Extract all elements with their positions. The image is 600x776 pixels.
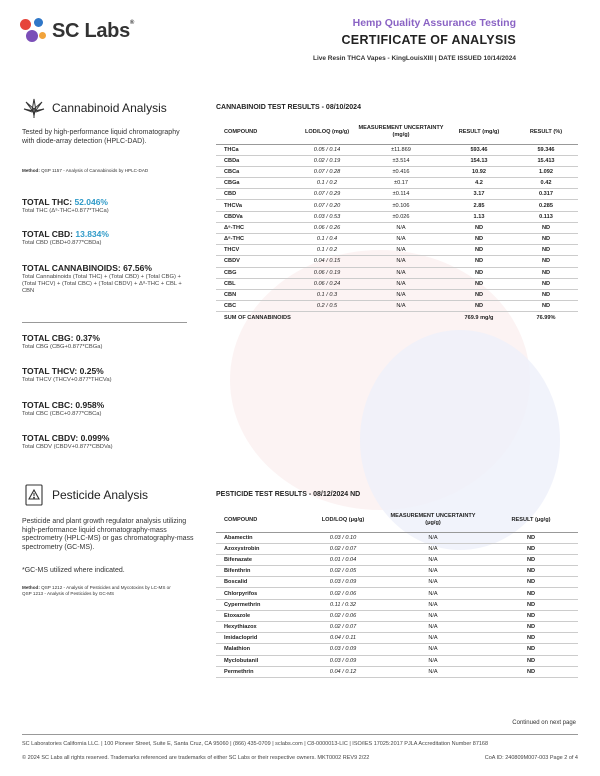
table-row — [216, 655, 578, 666]
table-cell: ND — [444, 301, 514, 312]
cannabinoid-section-header — [22, 97, 167, 119]
continued-note: Continued on next page — [512, 720, 576, 726]
pesticide-method: Method: QSP 1212 - Analysis of Pesticides and Mycotoxins by LC-MS or QSP 1213 - Analysis of Pesticides by GC-MS — [22, 585, 171, 596]
compound-cell: CBN — [216, 289, 296, 300]
compound-cell: THCVa — [216, 200, 296, 211]
table-cell: ND — [484, 577, 578, 588]
divider — [22, 322, 187, 323]
compound-cell: Imidacloprid — [216, 633, 304, 644]
total-cbdv: TOTAL CBDV: 0.099% Total CBDV (CBDV+0.877*CBDVa) — [22, 433, 113, 450]
table-row — [216, 278, 578, 289]
table-cell: N/A — [358, 278, 444, 289]
table-cell: 0.05 / 0.14 — [296, 144, 358, 155]
table-row — [216, 532, 578, 543]
table-row — [216, 256, 578, 267]
table-cell: 0.02 / 0.07 — [304, 543, 382, 554]
table-row — [216, 577, 578, 588]
table-cell: ND — [484, 644, 578, 655]
compound-cell: Bifenthrin — [216, 566, 304, 577]
cannabinoid-table-title: CANNABINOID TEST RESULTS - 08/10/2024 — [216, 104, 361, 111]
pesticide-table-title: PESTICIDE TEST RESULTS - 08/12/2024 ND — [216, 491, 361, 498]
compound-cell: CBGa — [216, 178, 296, 189]
table-cell: ND — [514, 234, 578, 245]
table-cell: ND — [484, 554, 578, 565]
col-header: RESULT (μg/g) — [484, 508, 578, 532]
table-cell: ND — [444, 289, 514, 300]
table-cell: 3.17 — [444, 189, 514, 200]
table-row — [216, 222, 578, 233]
table-cell: N/A — [382, 532, 484, 543]
table-cell: 0.02 / 0.07 — [304, 622, 382, 633]
compound-cell: Δ⁸-THC — [216, 234, 296, 245]
table-row — [216, 144, 578, 155]
table-cell: 154.13 — [444, 155, 514, 166]
compound-cell: Cypermethrin — [216, 599, 304, 610]
table-row — [216, 543, 578, 554]
table-cell: ND — [514, 222, 578, 233]
compound-cell: CBD — [216, 189, 296, 200]
sum-row — [216, 312, 578, 324]
table-row — [216, 599, 578, 610]
table-row — [216, 200, 578, 211]
table-cell: ND — [514, 301, 578, 312]
table-row — [216, 301, 578, 312]
pesticide-description: Pesticide and plant growth regulator analysis utilizing high-performance liquid chromatography-mass spectrometry (HPLC-MS) or gas chromatography-mass spectrometry (GC-MS). — [22, 518, 194, 551]
table-cell: 0.1 / 0.2 — [296, 178, 358, 189]
table-cell: ND — [484, 588, 578, 599]
compound-cell: CBDa — [216, 155, 296, 166]
table-cell: ND — [484, 633, 578, 644]
table-row — [216, 267, 578, 278]
table-cell: 0.07 / 0.20 — [296, 200, 358, 211]
table-cell: ±0.416 — [358, 166, 444, 177]
table-row — [216, 554, 578, 565]
table-cell: 1.13 — [444, 211, 514, 222]
table-row — [216, 211, 578, 222]
table-cell: N/A — [358, 289, 444, 300]
table-cell: 0.06 / 0.19 — [296, 267, 358, 278]
table-cell: 0.285 — [514, 200, 578, 211]
table-cell: N/A — [382, 588, 484, 599]
pesticide-note: *GC-MS utilized where indicated. — [22, 567, 125, 574]
pesticide-section-header — [22, 483, 148, 507]
table-row — [216, 178, 578, 189]
table-cell: N/A — [382, 644, 484, 655]
compound-cell: CBL — [216, 278, 296, 289]
sum-cell: 76.99% — [514, 312, 578, 324]
table-cell: N/A — [382, 577, 484, 588]
table-cell: ±0.114 — [358, 189, 444, 200]
table-cell: 0.1 / 0.3 — [296, 289, 358, 300]
table-cell: ND — [484, 666, 578, 677]
table-cell: N/A — [382, 554, 484, 565]
compound-cell: Δ⁹-THC — [216, 222, 296, 233]
table-cell: N/A — [358, 256, 444, 267]
table-row — [216, 245, 578, 256]
table-cell: N/A — [382, 543, 484, 554]
compound-cell: Hexythiazox — [216, 622, 304, 633]
table-cell: 1.092 — [514, 166, 578, 177]
coa-id: CoA ID: 240809M007-003 Page 2 of 4 — [484, 755, 578, 761]
table-cell: 4.2 — [444, 178, 514, 189]
compound-cell: THCV — [216, 245, 296, 256]
sc-labs-logo — [20, 18, 134, 44]
table-cell: ±0.106 — [358, 200, 444, 211]
table-cell: 2.85 — [444, 200, 514, 211]
table-cell: ND — [484, 599, 578, 610]
table-cell: 0.04 / 0.12 — [304, 666, 382, 677]
compound-cell: CBG — [216, 267, 296, 278]
compound-cell: Myclobutanil — [216, 655, 304, 666]
table-cell: ND — [444, 278, 514, 289]
table-cell: N/A — [382, 622, 484, 633]
table-cell: 10.92 — [444, 166, 514, 177]
table-cell: ND — [444, 234, 514, 245]
total-thc: TOTAL THC: 52.046% Total THC (Δ⁹-THC+0.877*THCa) — [22, 197, 109, 214]
table-cell: 0.06 / 0.26 — [296, 222, 358, 233]
sum-cell: SUM OF CANNABINOIDS — [216, 312, 358, 324]
sum-cell — [358, 312, 444, 324]
table-row — [216, 588, 578, 599]
footer-divider — [22, 734, 578, 735]
table-cell: 0.02 / 0.05 — [304, 566, 382, 577]
table-cell: 0.03 / 0.09 — [304, 655, 382, 666]
col-header: MEASUREMENT UNCERTAINTY (μg/g) — [382, 508, 484, 532]
col-header: RESULT (%) — [514, 120, 578, 144]
table-cell: N/A — [358, 245, 444, 256]
total-cbc: TOTAL CBC: 0.958% Total CBC (CBC+0.877*CBCa) — [22, 400, 105, 417]
table-cell: 0.03 / 0.09 — [304, 577, 382, 588]
table-cell: ND — [484, 566, 578, 577]
table-cell: 0.03 / 0.53 — [296, 211, 358, 222]
table-cell: N/A — [382, 666, 484, 677]
table-cell: ND — [444, 245, 514, 256]
table-cell: ND — [484, 655, 578, 666]
col-header: LOD/LOQ (μg/g) — [304, 508, 382, 532]
table-cell: ND — [514, 267, 578, 278]
table-row — [216, 189, 578, 200]
table-row — [216, 166, 578, 177]
table-cell: ND — [514, 289, 578, 300]
table-cell: 0.07 / 0.29 — [296, 189, 358, 200]
table-row — [216, 666, 578, 677]
table-row — [216, 633, 578, 644]
compound-cell: Malathion — [216, 644, 304, 655]
pesticide-section-title: Pesticide Analysis — [52, 488, 149, 502]
logo-text: SC Labs® — [52, 19, 135, 42]
table-cell: ND — [444, 256, 514, 267]
compound-cell: Azoxystrobin — [216, 543, 304, 554]
table-cell: N/A — [382, 566, 484, 577]
compound-cell: CBDVa — [216, 211, 296, 222]
total-cbg: TOTAL CBG: 0.37% Total CBG (CBG+0.877*CBGa) — [22, 333, 103, 350]
table-cell: 0.1 / 0.4 — [296, 234, 358, 245]
sum-cell: 769.9 mg/g — [444, 312, 514, 324]
col-header: COMPOUND — [216, 508, 304, 532]
table-cell: ±0.026 — [358, 211, 444, 222]
compound-cell: CBCa — [216, 166, 296, 177]
compound-cell: THCa — [216, 144, 296, 155]
table-cell: ND — [484, 622, 578, 633]
table-cell: 0.07 / 0.28 — [296, 166, 358, 177]
table-cell: 0.04 / 0.15 — [296, 256, 358, 267]
table-row — [216, 622, 578, 633]
pesticide-table — [216, 508, 578, 678]
col-header: LOD/LOQ (mg/g) — [296, 120, 358, 144]
col-header: RESULT (mg/g) — [444, 120, 514, 144]
table-cell: 0.2 / 0.5 — [296, 301, 358, 312]
compound-cell: Bifenazate — [216, 554, 304, 565]
table-cell: 0.113 — [514, 211, 578, 222]
table-cell: 59.346 — [514, 144, 578, 155]
table-cell: 0.42 — [514, 178, 578, 189]
table-cell: N/A — [358, 301, 444, 312]
compound-cell: Boscalid — [216, 577, 304, 588]
table-cell: 0.1 / 0.2 — [296, 245, 358, 256]
table-cell: ±0.17 — [358, 178, 444, 189]
table-cell: ND — [514, 256, 578, 267]
table-row — [216, 155, 578, 166]
table-cell: 0.03 / 0.09 — [304, 644, 382, 655]
table-row — [216, 234, 578, 245]
table-row — [216, 566, 578, 577]
page-title: CERTIFICATE OF ANALYSIS — [341, 33, 516, 47]
table-cell: 593.46 — [444, 144, 514, 155]
table-cell: 0.11 / 0.32 — [304, 599, 382, 610]
warning-document-icon — [22, 483, 46, 507]
cannabinoid-section-title: Cannabinoid Analysis — [52, 101, 167, 115]
col-header: COMPOUND — [216, 120, 296, 144]
table-cell: 0.02 / 0.19 — [296, 155, 358, 166]
cannabinoid-description: Tested by high-performance liquid chromatography with diode-array detection (HPLC-DAD). — [22, 129, 180, 145]
table-cell: 0.04 / 0.11 — [304, 633, 382, 644]
footer-copyright: © 2024 SC Labs all rights reserved. Trademarks referenced are trademarks of either SC Labs or their respective owners. MKT0002 REV9 2/22 CoA ID: 240809M007-003 Page 2 of 4 — [22, 755, 578, 761]
table-cell: ND — [514, 278, 578, 289]
table-cell: 0.01 / 0.04 — [304, 554, 382, 565]
header-meta: Live Resin THCA Vapes - KingLouisXIII | DATE ISSUED 10/14/2024 — [312, 55, 516, 62]
table-cell: ND — [444, 222, 514, 233]
table-cell: ±11.869 — [358, 144, 444, 155]
header-subtitle: Hemp Quality Assurance Testing — [352, 17, 516, 29]
table-row — [216, 644, 578, 655]
table-row — [216, 610, 578, 621]
cannabinoid-table — [216, 120, 578, 324]
table-cell: ND — [444, 267, 514, 278]
cannabinoid-method: Method: QSP 1157 - Analysis of Cannabinoids by HPLC-DAD — [22, 168, 149, 173]
col-header: MEASUREMENT UNCERTAINTY (mg/g) — [358, 120, 444, 144]
table-cell: ND — [484, 610, 578, 621]
cannabis-leaf-icon — [22, 97, 46, 119]
compound-cell: CBDV — [216, 256, 296, 267]
table-cell: 0.02 / 0.06 — [304, 588, 382, 599]
table-cell: ND — [484, 532, 578, 543]
compound-cell: Abamectin — [216, 532, 304, 543]
compound-cell: CBC — [216, 301, 296, 312]
table-cell: N/A — [358, 222, 444, 233]
table-cell: N/A — [382, 633, 484, 644]
compound-cell: Etoxazole — [216, 610, 304, 621]
table-cell: N/A — [358, 234, 444, 245]
compound-cell: Chlorpyrifos — [216, 588, 304, 599]
table-cell: 0.06 / 0.24 — [296, 278, 358, 289]
table-row — [216, 289, 578, 300]
table-cell: N/A — [382, 655, 484, 666]
logo-dots-icon — [20, 18, 48, 44]
footer-address: SC Laboratories California LLC. | 100 Pioneer Street, Suite E, Santa Cruz, CA 95060 | (866) 435-0709 | sclabs.com | C8-0000013-LIC | ISO/IES 17025:2017 PJLA Accreditation Number 87168 — [22, 741, 489, 747]
table-cell: ND — [484, 543, 578, 554]
table-cell: N/A — [382, 599, 484, 610]
table-cell: 0.317 — [514, 189, 578, 200]
table-cell: ND — [514, 245, 578, 256]
total-cbd: TOTAL CBD: 13.834% Total CBD (CBD+0.877*CBDa) — [22, 229, 109, 246]
total-cannabinoids: TOTAL CANNABINOIDS: 67.56% Total Cannabinoids (Total THC) + (Total CBD) + (Total CBG) + (Total THCV) + (Total CBC) + (Total CBDV) + Δ⁸-THC + CBL + CBN — [22, 263, 182, 294]
table-cell: 0.02 / 0.06 — [304, 610, 382, 621]
total-thcv: TOTAL THCV: 0.25% Total THCV (THCV+0.877*THCVa) — [22, 366, 112, 383]
table-cell: N/A — [382, 610, 484, 621]
table-cell: 0.03 / 0.10 — [304, 532, 382, 543]
compound-cell: Permethrin — [216, 666, 304, 677]
table-cell: N/A — [358, 267, 444, 278]
table-cell: 15.413 — [514, 155, 578, 166]
table-cell: ±3.514 — [358, 155, 444, 166]
